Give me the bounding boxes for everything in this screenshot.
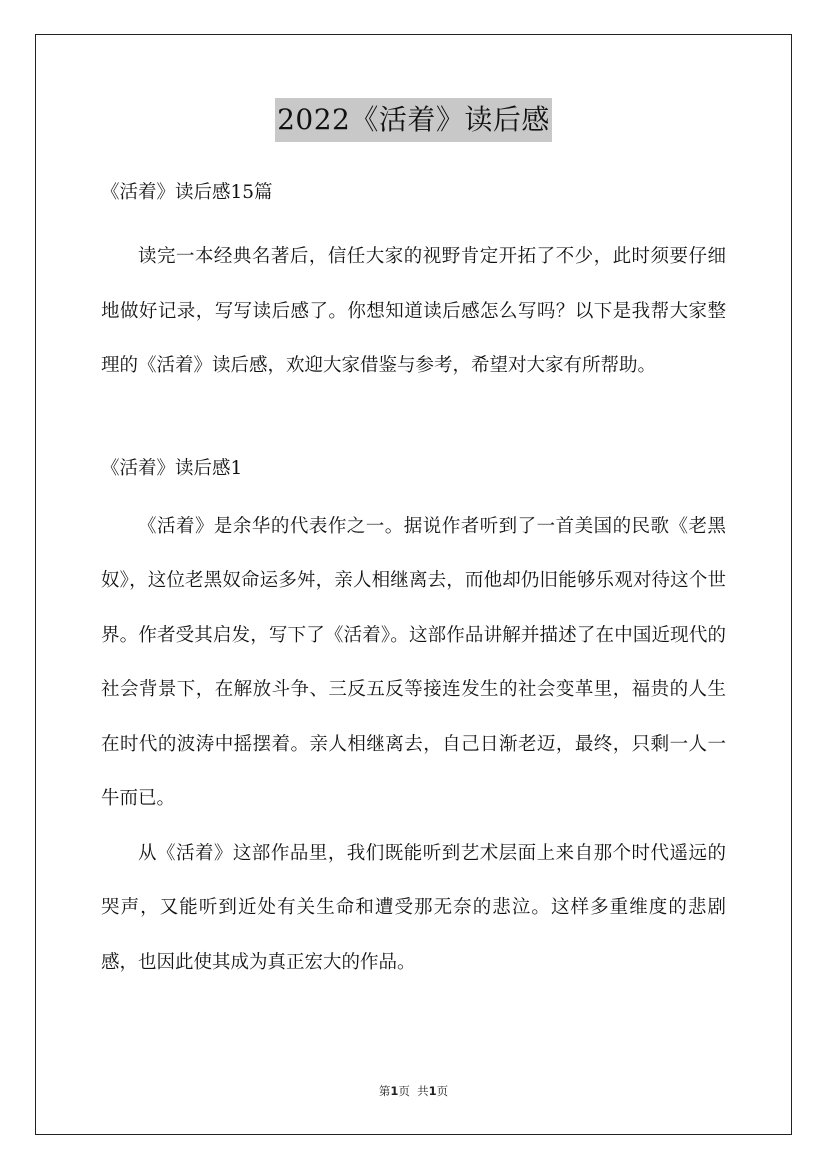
footer-page-unit: 页 — [398, 1084, 410, 1098]
title-container — [0, 98, 827, 142]
footer-page-number: 1 — [390, 1084, 399, 1098]
footer-total-unit: 页 — [436, 1084, 449, 1098]
page-footer — [0, 1082, 827, 1100]
section-heading: 《活着》读后感1 — [101, 457, 243, 479]
footer-page-prefix: 第 — [378, 1084, 391, 1098]
section-paragraph-1: 《活着》是余华的代表作之一。据说作者听到了一首美国的民歌《老黑奴》，这位老黑奴命运多舛，亲人相继离去，而他却仍旧能够乐观对待这个世界。作者受其启发，写下了《活着》。这部作品讲解并描述了在中国近现代的社会背景下，在解放斗争、三反五反等接连发生的社会变革里，福贵的人生在时代的波涛中摇摆着。亲人相继离去，自己日渐老迈，最终，只剩一人一牛而已。 — [101, 515, 726, 809]
footer-total-number: 1 — [428, 1084, 437, 1098]
document-body — [101, 176, 726, 990]
section-paragraph-2: 从《活着》这部作品里，我们既能听到艺术层面上来自那个时代遥远的哭声，又能听到近处有关生命和遭受那无奈的悲泣。这样多重维度的悲剧感，也因此使其成为真正宏大的作品。 — [101, 842, 726, 973]
document-title: 2022《活着》读后感 — [275, 98, 552, 142]
subtitle: 《活着》读后感15篇 — [101, 182, 273, 203]
intro-paragraph: 读完一本经典名著后，信任大家的视野肯定开拓了不少，此时须要仔细地做好记录，写写读后感了。你想知道读后感怎么写吗？以下是我帮大家整理的《活着》读后感，欢迎大家借鉴与参考，希望对大家有所帮助。 — [101, 246, 726, 376]
footer-total-prefix: 共 — [417, 1084, 429, 1098]
